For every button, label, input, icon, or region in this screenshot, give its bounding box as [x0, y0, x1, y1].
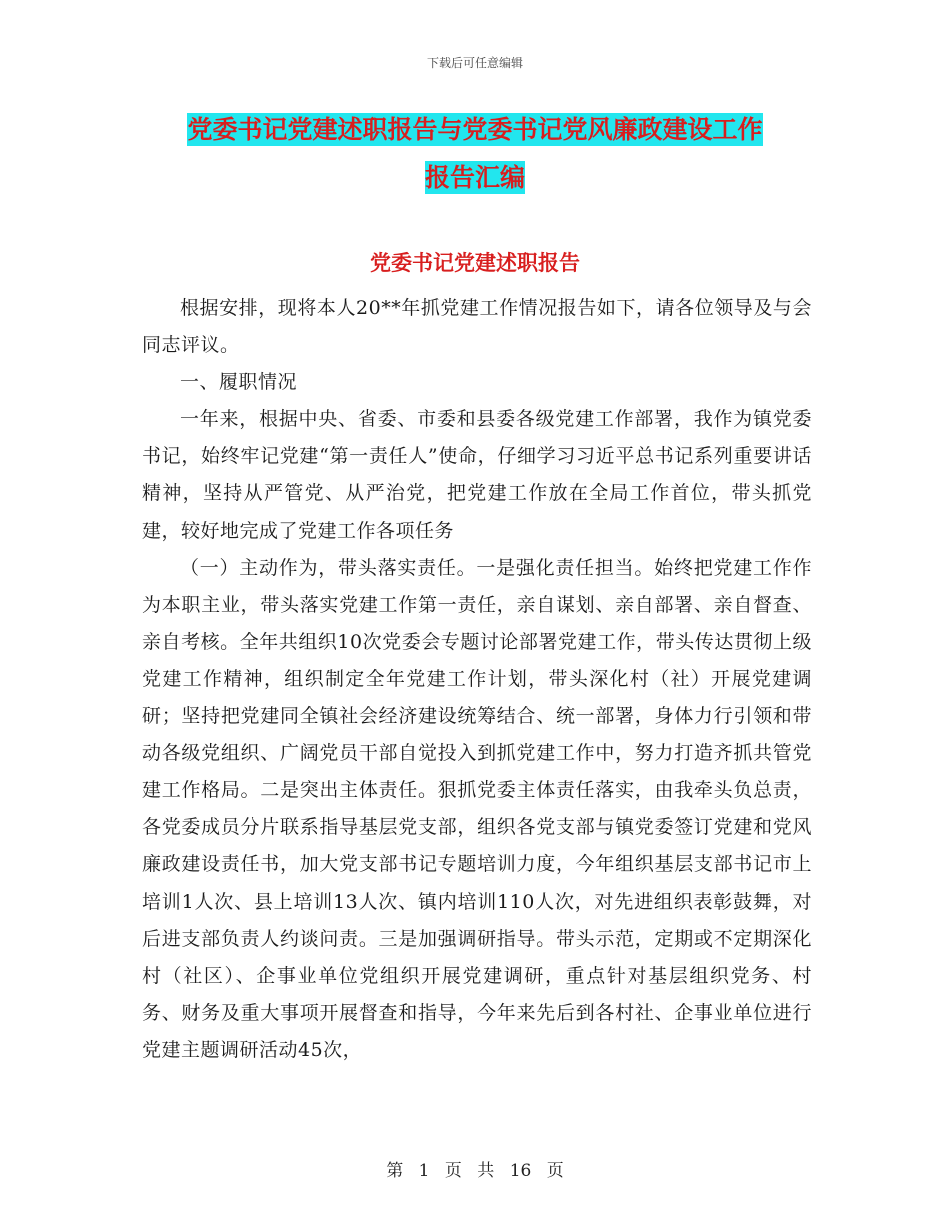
document-title-line-2: 报告汇编: [424, 163, 525, 192]
page-footer: [0, 1156, 950, 1181]
total-unit: 页: [546, 1161, 564, 1181]
total-label: 共: [477, 1161, 495, 1181]
document-body: [142, 290, 812, 1069]
total-pages: 16: [509, 1161, 532, 1181]
page-unit: 页: [444, 1161, 462, 1181]
section-title: 党委书记党建述职报告: [370, 251, 580, 275]
paragraph: 一年来，根据中央、省委、市委和县委各级党建工作部署，我作为镇党委书记，始终牢记党建“第一责任人”使命，仔细学习习近平总书记系列重要讲话精神，坚持从严管党、从严治党，把党建工作放在全局工作首位，带头抓党建，较好地完成了党建工作各项任务: [142, 408, 812, 542]
page-label: 第: [386, 1161, 404, 1181]
paragraph: 一、履职情况: [180, 371, 298, 394]
header-note: 下载后可任意编辑: [426, 56, 523, 70]
paragraph: （一）主动作为，带头落实责任。一是强化责任担当。始终把党建工作作为本职主业，带头落实党建工作第一责任，亲自谋划、亲自部署、亲自督查、亲自考核。全年共组织10次党委会专题讨论部署党建工作，带头传达贯彻上级党建工作精神，组织制定全年党建工作计划，带头深化村（社）开展党建调研；坚持把党建同全镇社会经济建设统筹结合、统一部署，身体力行引领和带动各级党组织、广阔党员干部自觉投入到抓党建工作中，努力打造齐抓共管党建工作格局。二是突出主体责任。狠抓党委主体责任落实，由我牵头负总责，各党委成员分片联系指导基层党支部，组织各党支部与镇党委签订党建和党风廉政建设责任书，加大党支部书记专题培训力度，今年组织基层支部书记市上培训1人次、县上培训13人次、镇内培训110人次，对先进组织表彰鼓舞，对后进支部负责人约谈问责。三是加强调研指导。带头示范，定期或不定期深化村（社区）、企事业单位党组织开展党建调研，重点针对基层组织党务、村务、财务及重大事项开展督查和指导，今年来先后到各村社、企事业单位进行党建主题调研活动45次，: [142, 556, 812, 1061]
page-number: 1: [418, 1161, 430, 1181]
document-title-line-1: 党委书记党建述职报告与党委书记党风廉政建设工作: [187, 115, 763, 144]
paragraph: 根据安排，现将本人20**年抓党建工作情况报告如下，请各位领导及与会同志评议。: [142, 297, 812, 357]
document-title: [140, 106, 810, 202]
